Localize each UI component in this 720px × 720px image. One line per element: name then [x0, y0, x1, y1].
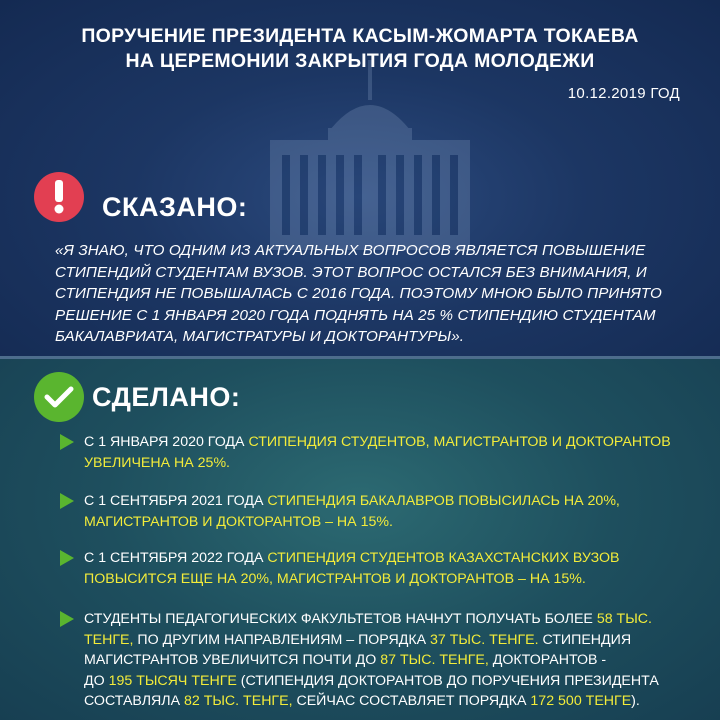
bullet-triangle-icon	[60, 550, 74, 566]
quote-line: СТИПЕНДИЯ НЕ ПОВЫШАЛАСЬ С 2016 ГОДА. ПОЭТОМУ МНОЮ БЫЛО ПРИНЯТО	[55, 285, 662, 302]
done-item-3: С 1 СЕНТЯБРЯ 2022 ГОДА СТИПЕНДИЯ СТУДЕНТОВ КАЗАХСТАНСКИХ ВУЗОВ ПОВЫСИТСЯ ЕЩЕ НА 20%, МАГИСТРАНТОВ И ДОКТОРАНТОВ – НА 15%.	[84, 548, 710, 589]
quote-line: РЕШЕНИЕ С 1 ЯНВАРЯ 2020 ГОДА ПОДНЯТЬ НА 25 % СТИПЕНДИЮ СТУДЕНТАМ	[55, 306, 656, 324]
done-item-1: С 1 ЯНВАРЯ 2020 ГОДА СТИПЕНДИЯ СТУДЕНТОВ, МАГИСТРАНТОВ И ДОКТОРАНТОВ УВЕЛИЧЕНА НА 25%.	[84, 432, 710, 473]
bullet-triangle-icon	[60, 493, 74, 509]
bullet-triangle-icon	[60, 434, 74, 450]
done-heading: СДЕЛАНО:	[92, 382, 241, 412]
bullet-triangle-icon	[60, 611, 74, 627]
said-heading: СКАЗАНО:	[102, 192, 248, 222]
done-item-4: СТУДЕНТЫ ПЕДАГОГИЧЕСКИХ ФАКУЛЬТЕТОВ НАЧНУТ ПОЛУЧАТЬ БОЛЕЕ 58 ТЫС. ТЕНГЕ, ПО ДРУГИМ НАПРАВЛЕНИЯМ – ПОРЯДКА 37 ТЫС. ТЕНГЕ. СТИПЕНДИЯ МАГИСТРАНТОВ УВЕЛИЧИТСЯ ПОЧТИ ДО 87 ТЫС. ТЕНГЕ, ДОКТОРАНТОВ - ДО 195 ТЫСЯЧ ТЕНГЕ (СТИПЕНДИЯ ДОКТОРАНТОВ ДО ПОРУЧЕНИЯ ПРЕЗИДЕНТА СОСТАВЛЯЛА 82 ТЫС. ТЕНГЕ, СЕЙЧАС СОСТАВЛЯЕТ ПОРЯДКА 172 500 ТЕНГЕ).	[84, 609, 710, 712]
date-label: 10.12.2019 ГОД	[567, 85, 680, 102]
title-line-1: ПОРУЧЕНИЕ ПРЕЗИДЕНТА КАСЫМ-ЖОМАРТА ТОКАЕВА	[81, 25, 639, 47]
quote-line: «Я ЗНАЮ, ЧТО ОДНИМ ИЗ АКТУАЛЬНЫХ ВОПРОСОВ ЯВЛЯЕТСЯ ПОВЫШЕНИЕ	[55, 242, 646, 259]
quote-line: БАКАЛАВРИАТА, МАГИСТРАТУРЫ И ДОКТОРАНТУРЫ».	[55, 328, 465, 345]
quote-line: СТИПЕНДИЙ СТУДЕНТАМ ВУЗОВ. ЭТОТ ВОПРОС ОСТАЛСЯ БЕЗ ВНИМАНИЯ, И	[55, 263, 647, 281]
done-item-2: С 1 СЕНТЯБРЯ 2021 ГОДА СТИПЕНДИЯ БАКАЛАВРОВ ПОВЫСИЛАСЬ НА 20%, МАГИСТРАНТОВ И ДОКТОРАНТОВ – НА 15%.	[84, 491, 710, 532]
title-line-2: НА ЦЕРЕМОНИИ ЗАКРЫТИЯ ГОДА МОЛОДЕЖИ	[125, 50, 595, 72]
